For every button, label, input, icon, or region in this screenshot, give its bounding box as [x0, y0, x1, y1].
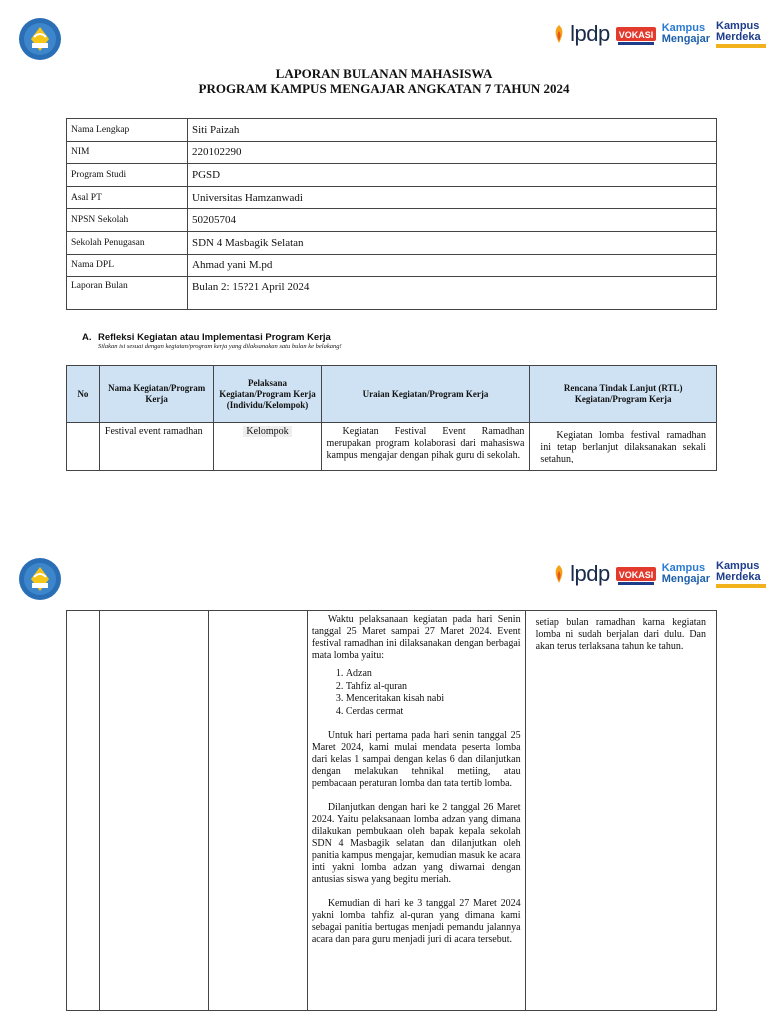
kemendikbud-logo-icon	[18, 557, 62, 601]
lpdp-mark-icon	[550, 23, 568, 45]
program-table-header	[67, 366, 717, 423]
identity-label: NIM	[67, 141, 188, 164]
report-title-line1: LAPORAN BULANAN MAHASISWA	[275, 66, 493, 81]
cell-no	[67, 423, 100, 471]
header-no: No	[67, 366, 100, 423]
list-item: 1. Adzan	[346, 668, 521, 681]
kampus-mengajar-logo: Kampus Mengajar	[661, 22, 710, 45]
report-page-1	[0, 0, 768, 500]
identity-value: Ahmad yani M.pd	[188, 254, 717, 277]
lpdp-logo: lpdp	[550, 21, 610, 47]
cell-pelaksana	[208, 611, 307, 1011]
identity-label: Sekolah Penugasan	[67, 231, 188, 254]
identity-value: Bulan 2: 15?21 April 2024	[188, 277, 717, 310]
lpdp-logo: lpdp	[550, 561, 610, 587]
identity-value: PGSD	[188, 164, 717, 187]
identity-label: NPSN Sekolah	[67, 209, 188, 232]
kampus-merdeka-logo: Kampus Merdeka	[716, 561, 766, 588]
svg-text:VOKASI: VOKASI	[618, 570, 653, 580]
identity-value: Universitas Hamzanwadi	[188, 186, 717, 209]
list-item: 3. Menceritakan kisah nabi	[346, 693, 521, 706]
identity-row	[67, 141, 717, 164]
kampus-mengajar-logo: Kampus Mengajar	[661, 562, 710, 585]
table-row	[67, 611, 717, 1011]
header-pelaksana: Pelaksana Kegiatan/Program Kerja (Individu/Kelompok)	[214, 366, 321, 423]
identity-row	[67, 254, 717, 277]
identity-row	[67, 164, 717, 187]
svg-text:VOKASI: VOKASI	[618, 30, 653, 40]
partner-logos	[550, 16, 766, 52]
identity-label: Laporan Bulan	[67, 277, 188, 310]
rtl-paragraph: setiap bulan ramadhan karna kegiatan lomba ni sudah berjalan dari dulu. Dan akan terus terlaksana tahun ke tahun.	[535, 617, 706, 652]
cell-pelaksana	[214, 423, 321, 471]
identity-row	[67, 186, 717, 209]
identity-row	[67, 277, 717, 310]
identity-label: Program Studi	[67, 164, 188, 187]
report-page-2	[0, 540, 768, 1024]
identity-row	[67, 231, 717, 254]
lpdp-mark-icon	[550, 563, 568, 585]
vokasi-logo-icon	[616, 561, 656, 587]
page-gap	[0, 500, 768, 540]
cell-nama-kegiatan: Festival event ramadhan	[99, 423, 214, 471]
rtl-text: Kegiatan lomba festival ramadhan ini tetap berlanjut dilaksanakan sekali setahun,	[540, 430, 706, 463]
section-a-heading	[82, 332, 342, 350]
vokasi-logo-icon	[616, 21, 656, 47]
identity-row	[67, 119, 717, 142]
cell-uraian: Kegiatan Festival Event Ramadhan merupakan program kolaborasi dari mahasiswa kampus mengajar dengan pihak guru di sekolah.	[321, 423, 530, 471]
uraian-paragraph: Dilanjutkan dengan hari ke 2 tanggal 26 Maret 2024. Yaitu pelaksanaan lomba adzan yang dimana dilakukan pembukaan oleh bapak kepala sekolah SDN 4 Masbagik selatan dan dilanjutkan oleh panitia kampus mengajar, kemudian masuk ke acara inti yakni lomba adzan yang diwarnai dengan antusias siswa yang begitu meriah.	[311, 802, 521, 885]
identity-value: 50205704	[188, 209, 717, 232]
identity-value: 220102290	[188, 141, 717, 164]
cell-uraian	[307, 611, 525, 1011]
identity-row	[67, 209, 717, 232]
uraian-paragraph: Kemudian di hari ke 3 tanggal 27 Maret 2024 yakni lomba tahfiz al-quran yang dimana kami sebagai panitia bertugas menjadi pemandu jalannya acara dan para guru menjadi juri di acara tersebut.	[311, 898, 521, 945]
list-item: 4. Cerdas cermat	[346, 706, 521, 719]
header-rtl: Rencana Tindak Lanjut (RTL) Kegiatan/Program Kerja	[530, 366, 717, 423]
identity-value: Siti Paizah	[188, 119, 717, 142]
identity-label: Asal PT	[67, 186, 188, 209]
pelaksana-value: Kelompok	[243, 426, 291, 437]
kampus-merdeka-logo: Kampus Merdeka	[716, 21, 766, 48]
header-nama-kegiatan: Nama Kegiatan/Program Kerja	[99, 366, 214, 423]
section-title: Refleksi Kegiatan atau Implementasi Program Kerja	[98, 332, 331, 343]
identity-value: SDN 4 Masbagik Selatan	[188, 231, 717, 254]
identity-label: Nama Lengkap	[67, 119, 188, 142]
table-row	[67, 423, 717, 471]
uraian-paragraph: Waktu pelaksanaan kegiatan pada hari Senin tanggal 25 Maret sampai 27 Maret 2024. Event festival ramadhan ini dilaksanakan dengan berbagai mata lomba yaitu:	[311, 614, 521, 661]
section-instruction: Silakan isi sesuai dengan kegiatan/program kerja yang dilaksanakan satu bulan ke belakang!	[98, 343, 342, 350]
section-letter: A.	[82, 332, 92, 343]
cell-rtl	[525, 611, 716, 1011]
report-title-line2: PROGRAM KAMPUS MENGAJAR ANGKATAN 7 TAHUN 2024	[198, 81, 570, 96]
program-table-continued	[66, 610, 717, 1011]
program-table	[66, 365, 717, 471]
lomba-list	[312, 668, 521, 718]
uraian-paragraph: Untuk hari pertama pada hari senin tanggal 25 Maret 2024, kami mulai mendata peserta lomba dari kelas 1 sampai dengan kelas 6 dan dilanjutkan dengan melakukan tehnikal metiing, atau pembacaan peraturan lomba dan tata tertib lomba.	[311, 730, 521, 789]
cell-rtl	[530, 423, 717, 471]
cell-no	[67, 611, 100, 1011]
cell-nama-kegiatan	[100, 611, 209, 1011]
list-item: 2. Tahfiz al-quran	[346, 681, 521, 694]
identity-table	[66, 118, 717, 310]
kemendikbud-logo-icon	[18, 17, 62, 61]
partner-logos	[550, 556, 766, 592]
identity-label: Nama DPL	[67, 254, 188, 277]
header-uraian: Uraian Kegiatan/Program Kerja	[321, 366, 530, 423]
